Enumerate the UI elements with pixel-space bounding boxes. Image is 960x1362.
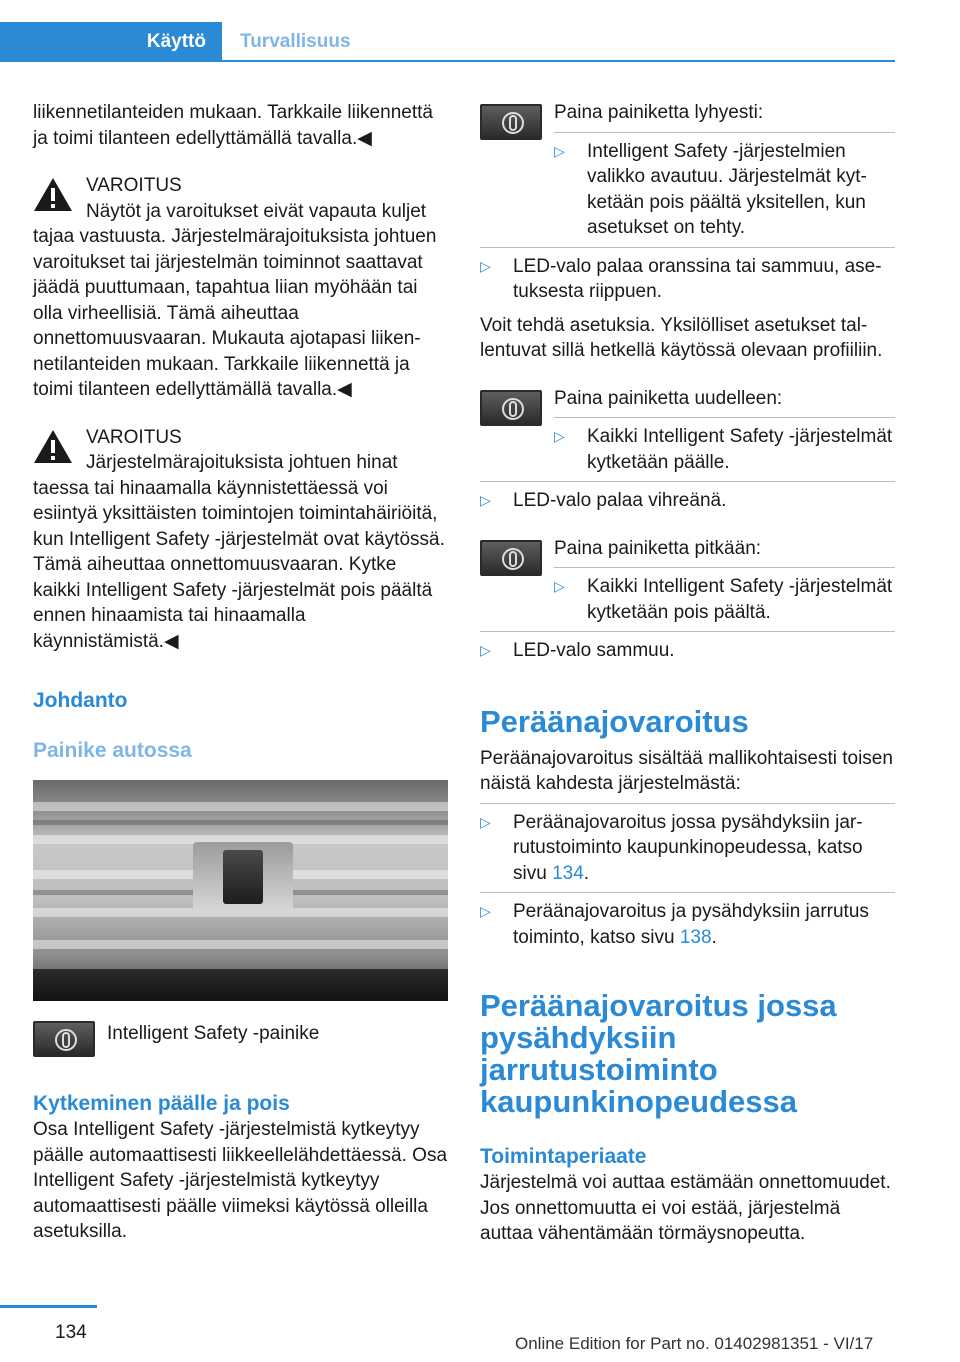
intro-text: liikennetilanteiden mukaan. Tarkkaile liikennettä ja toimi tilanteen edellyttämällä tavalla.◀ xyxy=(33,102,433,149)
page-link-138[interactable]: 138 xyxy=(679,926,712,948)
intelligent-safety-key-icon xyxy=(33,1021,95,1057)
warning-body: taessa tai hinaamalla käynnistettäessä voi esiintyä yksittäisten toimintojen toimintahäiriöitä, kun Intelligent Safety -järjestelmät ovat käytössä. Tämä aiheuttaa onnettomuusvaaran. Kytke kaikki Intelligent Safety -järjestelmät pois päältä ennen hinaamista tai hinaamalla käynnistämistä.◀ xyxy=(33,477,445,652)
tab-turvallisuus[interactable]: Turvallisuus xyxy=(240,31,351,52)
tab-kaytto[interactable]: Käyttö xyxy=(0,22,222,62)
section-heading-johdanto: Johdanto xyxy=(33,689,128,712)
warning-body: tajaa vastuusta. Järjestelmärajoituksista johtuen varoitukset tai järjestelmän toiminnot saattavat jäädä puuttumaan, tapahtua liian myöhään tai olla virheellisiä. Tämä aiheuttaa onnettomuusvaaran. Mukauta ajotapasi liikennetilanteiden mukaan. Tarkkaile liikennettä ja toimi tilanteen edellyttämällä tavalla.◀ xyxy=(33,226,437,400)
triangle-bullet-icon: ▷ xyxy=(554,428,565,444)
onoff-body: Osa Intelligent Safety -järjestelmistä kytkeytyy päälle automaattisesti liikkeellelähdettäessä. Osa Intelligent Safety -järjestelmistä kytkeytyy automaattisesti päälle viimeksi käytössä olleilla asetuksilla. xyxy=(33,1119,448,1242)
section-heading-toimintaperiaate: Toimintaperiaate xyxy=(480,1145,647,1168)
list-item: ▷ Kaikki Intelligent Safety -järjestelmät kytketään päälle. xyxy=(554,426,893,473)
page-number: 134 xyxy=(55,1322,87,1343)
press-long-row xyxy=(480,536,895,626)
warning-first-line: Näytöt ja varoitukset eivät vapauta kuljet xyxy=(86,200,427,222)
list-item: ▷ Intelligent Safety -järjestelmien valikko avautuu. Järjestelmät kytketään pois päältä yksitellen, kun asetukset on tehty. xyxy=(554,140,867,238)
settings-text: Voit tehdä asetuksia. Yksilölliset asetukset tallentuvat sillä hetkellä käytössä olevaan profiiliin. xyxy=(480,314,883,361)
heading-peraanajovaroitus: Peräänajovaroitus xyxy=(480,703,749,739)
triangle-bullet-icon: ▷ xyxy=(554,142,565,159)
press-long-label: Paina painiketta pitkään: xyxy=(554,537,762,559)
footer-line xyxy=(0,1305,97,1308)
press-again-label: Paina painiketta uudelleen: xyxy=(554,387,783,409)
triangle-bullet-icon: ▷ xyxy=(480,492,491,508)
warning-block-1 xyxy=(33,173,448,403)
press-short-row xyxy=(480,100,895,241)
page-link-134[interactable]: 134 xyxy=(552,862,584,884)
list-item: ▷ LED-valo palaa oranssina tai sammuu, asetuksesta riippuen. xyxy=(480,255,882,302)
left-column xyxy=(33,100,448,1245)
heading-peraanajovaroitus-jarrutus: Peräänajovaroitus jossa pysähdyksiin jarrutustoiminto kaupunkinopeudessa xyxy=(480,988,837,1119)
knob-strip xyxy=(33,969,448,1001)
edition-text: Online Edition for Part no. 01402981351 - VI/17 xyxy=(515,1334,874,1353)
intelligent-safety-key-icon xyxy=(480,390,542,426)
principle-body: Järjestelmä voi auttaa estämään onnettomuudet. Jos onnettomuutta ei voi estää, järjestelmä auttaa vähentämään törmäysnopeutta. xyxy=(480,1172,891,1244)
triangle-bullet-icon: ▷ xyxy=(480,257,491,274)
list-item: ▷ Peräänajovaroitus ja pysähdyksiin jarrutus toiminto, katso sivu 138. xyxy=(480,901,869,948)
list-item: ▷ LED-valo sammuu. xyxy=(480,638,895,664)
intelligent-safety-key-icon xyxy=(480,540,542,576)
intelligent-safety-key-icon xyxy=(480,104,542,140)
header-divider xyxy=(222,60,895,62)
press-short-label: Paina painiketta lyhyesti: xyxy=(554,102,764,123)
right-column xyxy=(480,100,895,1247)
triangle-bullet-icon: ▷ xyxy=(554,578,565,594)
warning-first-line: Järjestelmärajoituksista johtuen hinat xyxy=(86,452,398,473)
warning-block-2 xyxy=(33,425,448,655)
list-item: ▷ Peräänajovaroitus jossa pysähdyksiin jarrutustoiminto kaupunkinopeudessa, katso sivu 134. xyxy=(480,811,863,884)
intelligent-safety-button-photo xyxy=(223,850,263,904)
sub-heading-painike: Painike autossa xyxy=(33,739,192,762)
photo-caption: Intelligent Safety -painike xyxy=(107,1023,320,1044)
section-heading-kytkeminen: Kytkeminen päälle ja pois xyxy=(33,1092,290,1115)
warning-title: VAROITUS xyxy=(86,426,182,448)
triangle-bullet-icon: ▷ xyxy=(480,903,491,919)
press-again-row xyxy=(480,386,895,476)
warning-triangle-icon xyxy=(33,429,73,464)
peraanajovaroitus-body: Peräänajovaroitus sisältää mallikohtaisesti toisen näistä kahdesta järjestelmästä: xyxy=(480,747,893,794)
list-item: ▷ LED-valo palaa vihreänä. xyxy=(480,488,895,514)
warning-triangle-icon xyxy=(33,177,73,212)
caption-row xyxy=(33,1021,448,1061)
triangle-bullet-icon: ▷ xyxy=(480,642,491,658)
triangle-bullet-icon: ▷ xyxy=(480,813,491,830)
button-photo xyxy=(33,780,448,1001)
list-item: ▷ Kaikki Intelligent Safety -järjestelmät kytketään pois päältä. xyxy=(554,576,893,623)
header-bar xyxy=(0,0,895,62)
warning-title: VAROITUS xyxy=(86,175,182,196)
